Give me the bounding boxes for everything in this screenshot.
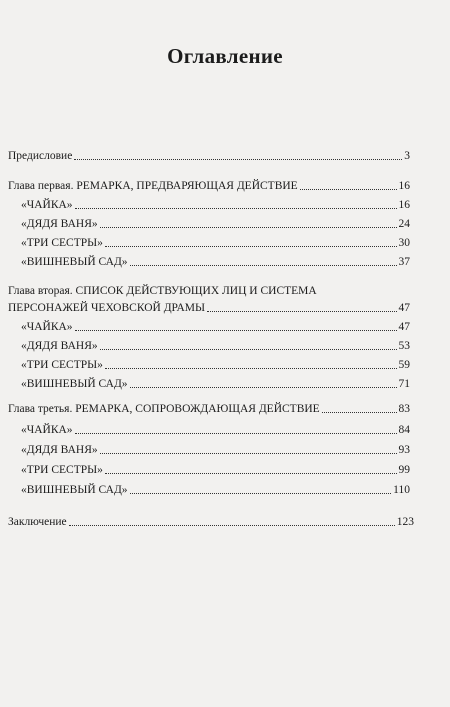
toc-entry-ch3-vishnevyi-sad (21, 484, 410, 497)
dot-leader (74, 159, 402, 160)
dot-leader (207, 311, 396, 312)
toc-entry-label: «ТРИ СЕСТРЫ» (21, 464, 103, 476)
toc-entry-page: 110 (393, 484, 410, 496)
toc-entry-chapter-2 (8, 302, 410, 315)
toc-entry-page: 16 (398, 199, 410, 211)
toc-entry-ch3-chaika (21, 424, 410, 437)
toc-entry-label: «ВИШНЕВЫЙ САД» (21, 378, 128, 390)
toc-entry-chapter-2-line1: Глава вторая. СПИСОК ДЕЙСТВУЮЩИХ ЛИЦ И СИСТЕМА (8, 285, 317, 297)
toc-entry-ch3-dyadya-vanya (21, 444, 410, 457)
toc-entry-preface (8, 150, 410, 163)
toc-entry-page: 37 (398, 256, 410, 268)
toc-entry-page: 47 (398, 321, 410, 333)
toc-entry-ch1-chaika (21, 199, 410, 212)
toc-entry-ch2-dyadya-vanya (21, 340, 410, 353)
toc-entry-label: «ДЯДЯ ВАНЯ» (21, 218, 98, 230)
toc-entry-label: «ДЯДЯ ВАНЯ» (21, 444, 98, 456)
toc-entry-ch2-tri-sestry (21, 359, 410, 372)
toc-entry-page: 93 (398, 444, 410, 456)
toc-entry-page: 71 (398, 378, 410, 390)
toc-entry-label: Глава третья. РЕМАРКА, СОПРОВОЖДАЮЩАЯ ДЕЙСТВИЕ (8, 403, 320, 415)
dot-leader (300, 189, 397, 190)
toc-entry-page: 30 (398, 237, 410, 249)
toc-entry-chapter-3 (8, 403, 410, 416)
toc-entry-ch3-tri-sestry (21, 464, 410, 477)
dot-leader (75, 330, 397, 331)
dot-leader (105, 246, 397, 247)
toc-entry-page: 24 (398, 218, 410, 230)
toc-entry-label: «ДЯДЯ ВАНЯ» (21, 340, 98, 352)
toc-entry-page: 3 (404, 150, 410, 162)
page-title: Оглавление (167, 44, 283, 68)
dot-leader (69, 525, 395, 526)
toc-entry-label: «ЧАЙКА» (21, 321, 73, 333)
dot-leader (75, 433, 397, 434)
toc-entry-ch1-vishnevyi-sad (21, 256, 410, 269)
toc-entry-label: «ВИШНЕВЫЙ САД» (21, 484, 128, 496)
toc-entry-page: 16 (398, 180, 410, 192)
toc-entry-page: 47 (398, 302, 410, 314)
toc-entry-label: «ЧАЙКА» (21, 424, 73, 436)
dot-leader (130, 493, 392, 494)
toc-entry-label: ПЕРСОНАЖЕЙ ЧЕХОВСКОЙ ДРАМЫ (8, 302, 206, 314)
dot-leader (130, 387, 397, 388)
toc-entry-label: «ЧАЙКА» (21, 199, 73, 211)
toc-entry-ch1-tri-sestry (21, 237, 410, 250)
toc-entry-page: 99 (398, 464, 410, 476)
toc-entry-chapter-1 (8, 180, 410, 193)
dot-leader (100, 453, 397, 454)
toc-entry-page: 53 (398, 340, 410, 352)
toc-entry-label: «ВИШНЕВЫЙ САД» (21, 256, 128, 268)
toc-entry-page: 59 (398, 359, 410, 371)
toc-entry-ch2-chaika (21, 321, 410, 334)
dot-leader (105, 368, 397, 369)
toc-entry-page: 123 (396, 516, 414, 528)
toc-entry-ch2-vishnevyi-sad (21, 378, 410, 391)
dot-leader (105, 473, 397, 474)
toc-entry-label: «ТРИ СЕСТРЫ» (21, 359, 103, 371)
toc-entry-label: Заключение (8, 516, 67, 528)
toc-entry-ch1-dyadya-vanya (21, 218, 410, 231)
toc-entry-label: Предисловие (8, 150, 73, 162)
toc-entry-label: Глава первая. РЕМАРКА, ПРЕДВАРЯЮЩАЯ ДЕЙСТВИЕ (8, 180, 298, 192)
dot-leader (100, 349, 397, 350)
dot-leader (130, 265, 397, 266)
dot-leader (322, 412, 397, 413)
toc-entry-conclusion (8, 516, 414, 529)
toc-entry-page: 84 (398, 424, 410, 436)
toc-entry-label: «ТРИ СЕСТРЫ» (21, 237, 103, 249)
dot-leader (75, 208, 397, 209)
dot-leader (100, 227, 397, 228)
toc-entry-page: 83 (398, 403, 410, 415)
